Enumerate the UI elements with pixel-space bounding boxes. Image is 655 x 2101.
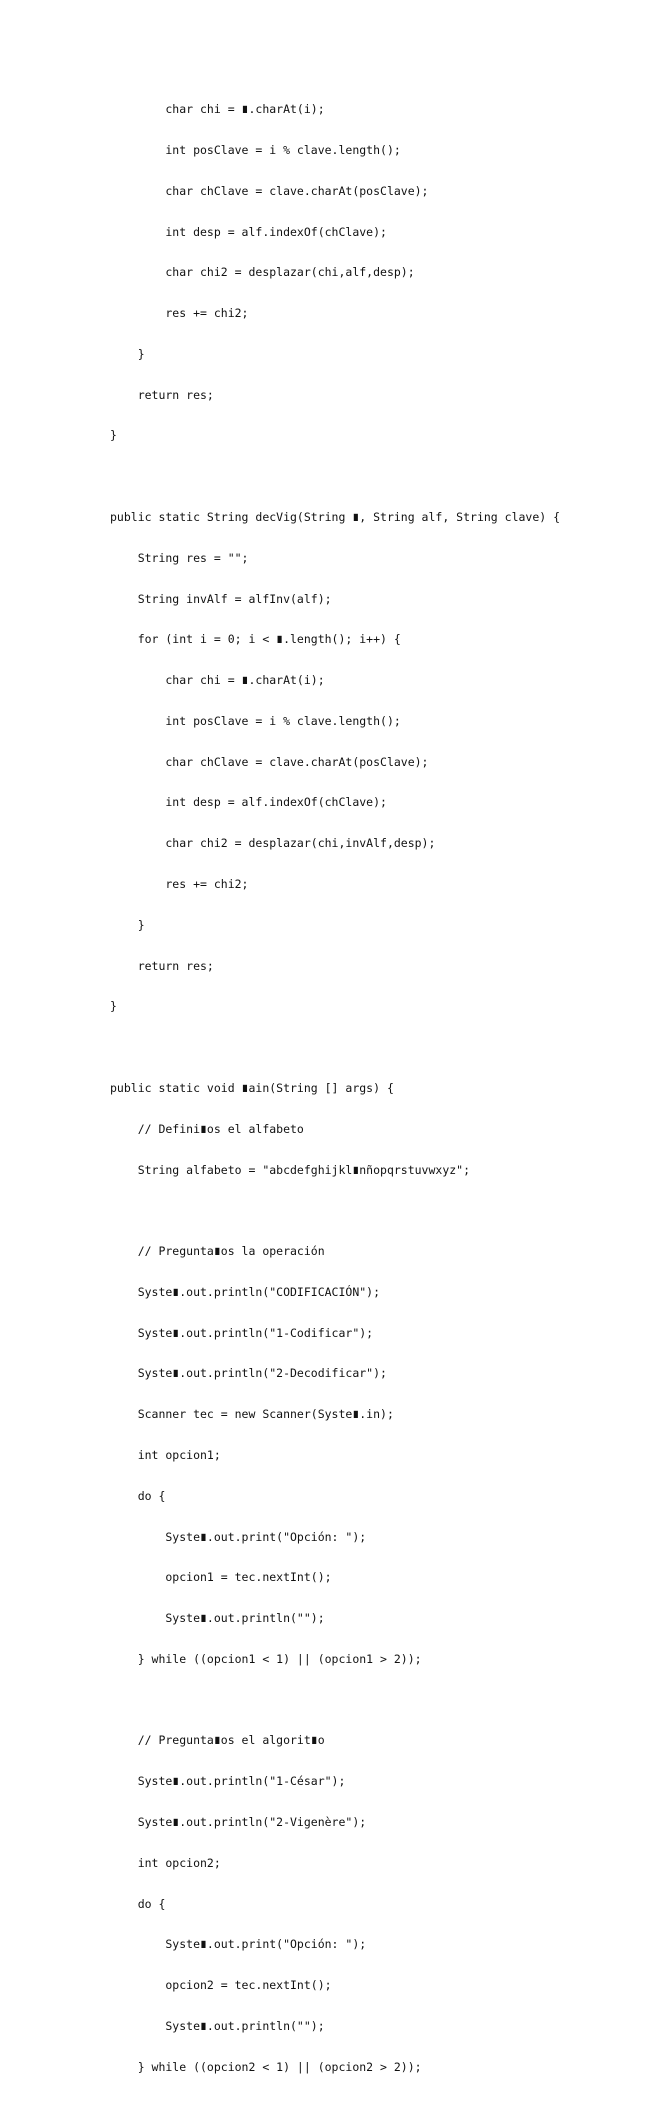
code-line: opcion2 = tec.nextInt(); [110,1978,332,1993]
code-line: char chi2 = desplazar(chi,alf,desp); [110,265,415,280]
code-line [110,1041,560,1055]
code-line: Syste∎.out.println("2-Vigenère"); [110,1815,367,1829]
code-line: Scanner tec = new Scanner(Syste∎.in); [110,1407,394,1422]
code-line: opcion1 = tec.nextInt(); [110,1570,332,1585]
code-line: } [110,346,145,361]
code-line: Syste∎.out.println("1-Codificar"); [110,1325,374,1340]
code-line: Syste∎.out.println(""); [110,1611,325,1626]
code-line: Syste∎.out.println(""); [110,2018,325,2033]
code-line: return res; [110,387,214,402]
code-line: int desp = alf.indexOf(chClave); [110,795,387,810]
code-line: Syste∎.out.println("2-Decodificar"); [110,1366,387,1381]
code-line: int desp = alf.indexOf(chClave); [110,224,387,239]
code-line: return res; [110,958,214,973]
code-line: int opcion1; [110,1447,221,1462]
code-listing [110,76,560,2101]
code-line: res += chi2; [110,877,249,892]
code-line: Syste∎.out.println("1-César"); [110,1774,346,1789]
code-line: do { [110,1896,166,1911]
code-line: String invAlf = alfInv(alf); [110,591,332,606]
code-line: String alfabeto = "abcdefghijkl∎nñopqrstuvwxyz"; [110,1162,471,1177]
code-line: char chi2 = desplazar(chi,invAlf,desp); [110,836,436,851]
code-line: char chClave = clave.charAt(posClave); [110,183,429,198]
code-line: } [110,917,145,932]
code-line: char chi = ∎.charAt(i); [110,102,325,117]
code-line: char chi = ∎.charAt(i); [110,673,325,688]
code-line: // Pregunta∎os la operación [110,1244,325,1259]
code-line: public static String decVig(String ∎, String alf, String clave) { [110,510,561,524]
code-line: for (int i = 0; i < ∎.length(); i++) { [110,632,401,647]
code-line: char chClave = clave.charAt(posClave); [110,754,429,769]
code-line [110,1204,560,1218]
code-line [110,470,560,484]
code-line: int posClave = i % clave.length(); [110,713,401,728]
code-line: // Defini∎os el alfabeto [110,1121,304,1136]
code-line: Syste∎.out.print("Opción: "); [110,1937,367,1952]
code-line: } [110,428,117,443]
code-line: } while ((opcion2 < 1) || (opcion2 > 2)); [110,2059,422,2074]
code-line: } while ((opcion1 < 1) || (opcion1 > 2)); [110,1651,422,1666]
code-line: public static void ∎ain(String [] args) { [110,1080,394,1095]
code-line: String res = ""; [110,550,249,565]
code-line: Syste∎.out.println("CODIFICACIÓN"); [110,1284,381,1299]
code-line: } [110,999,117,1014]
code-line: // Pregunta∎os el algorit∎o [110,1733,325,1748]
code-line: res += chi2; [110,306,249,321]
code-line: int posClave = i % clave.length(); [110,142,401,157]
code-line: do { [110,1488,166,1503]
code-line: Syste∎.out.print("Opción: "); [110,1529,367,1544]
code-line [110,1694,560,1708]
code-line: int opcion2; [110,1855,221,1870]
